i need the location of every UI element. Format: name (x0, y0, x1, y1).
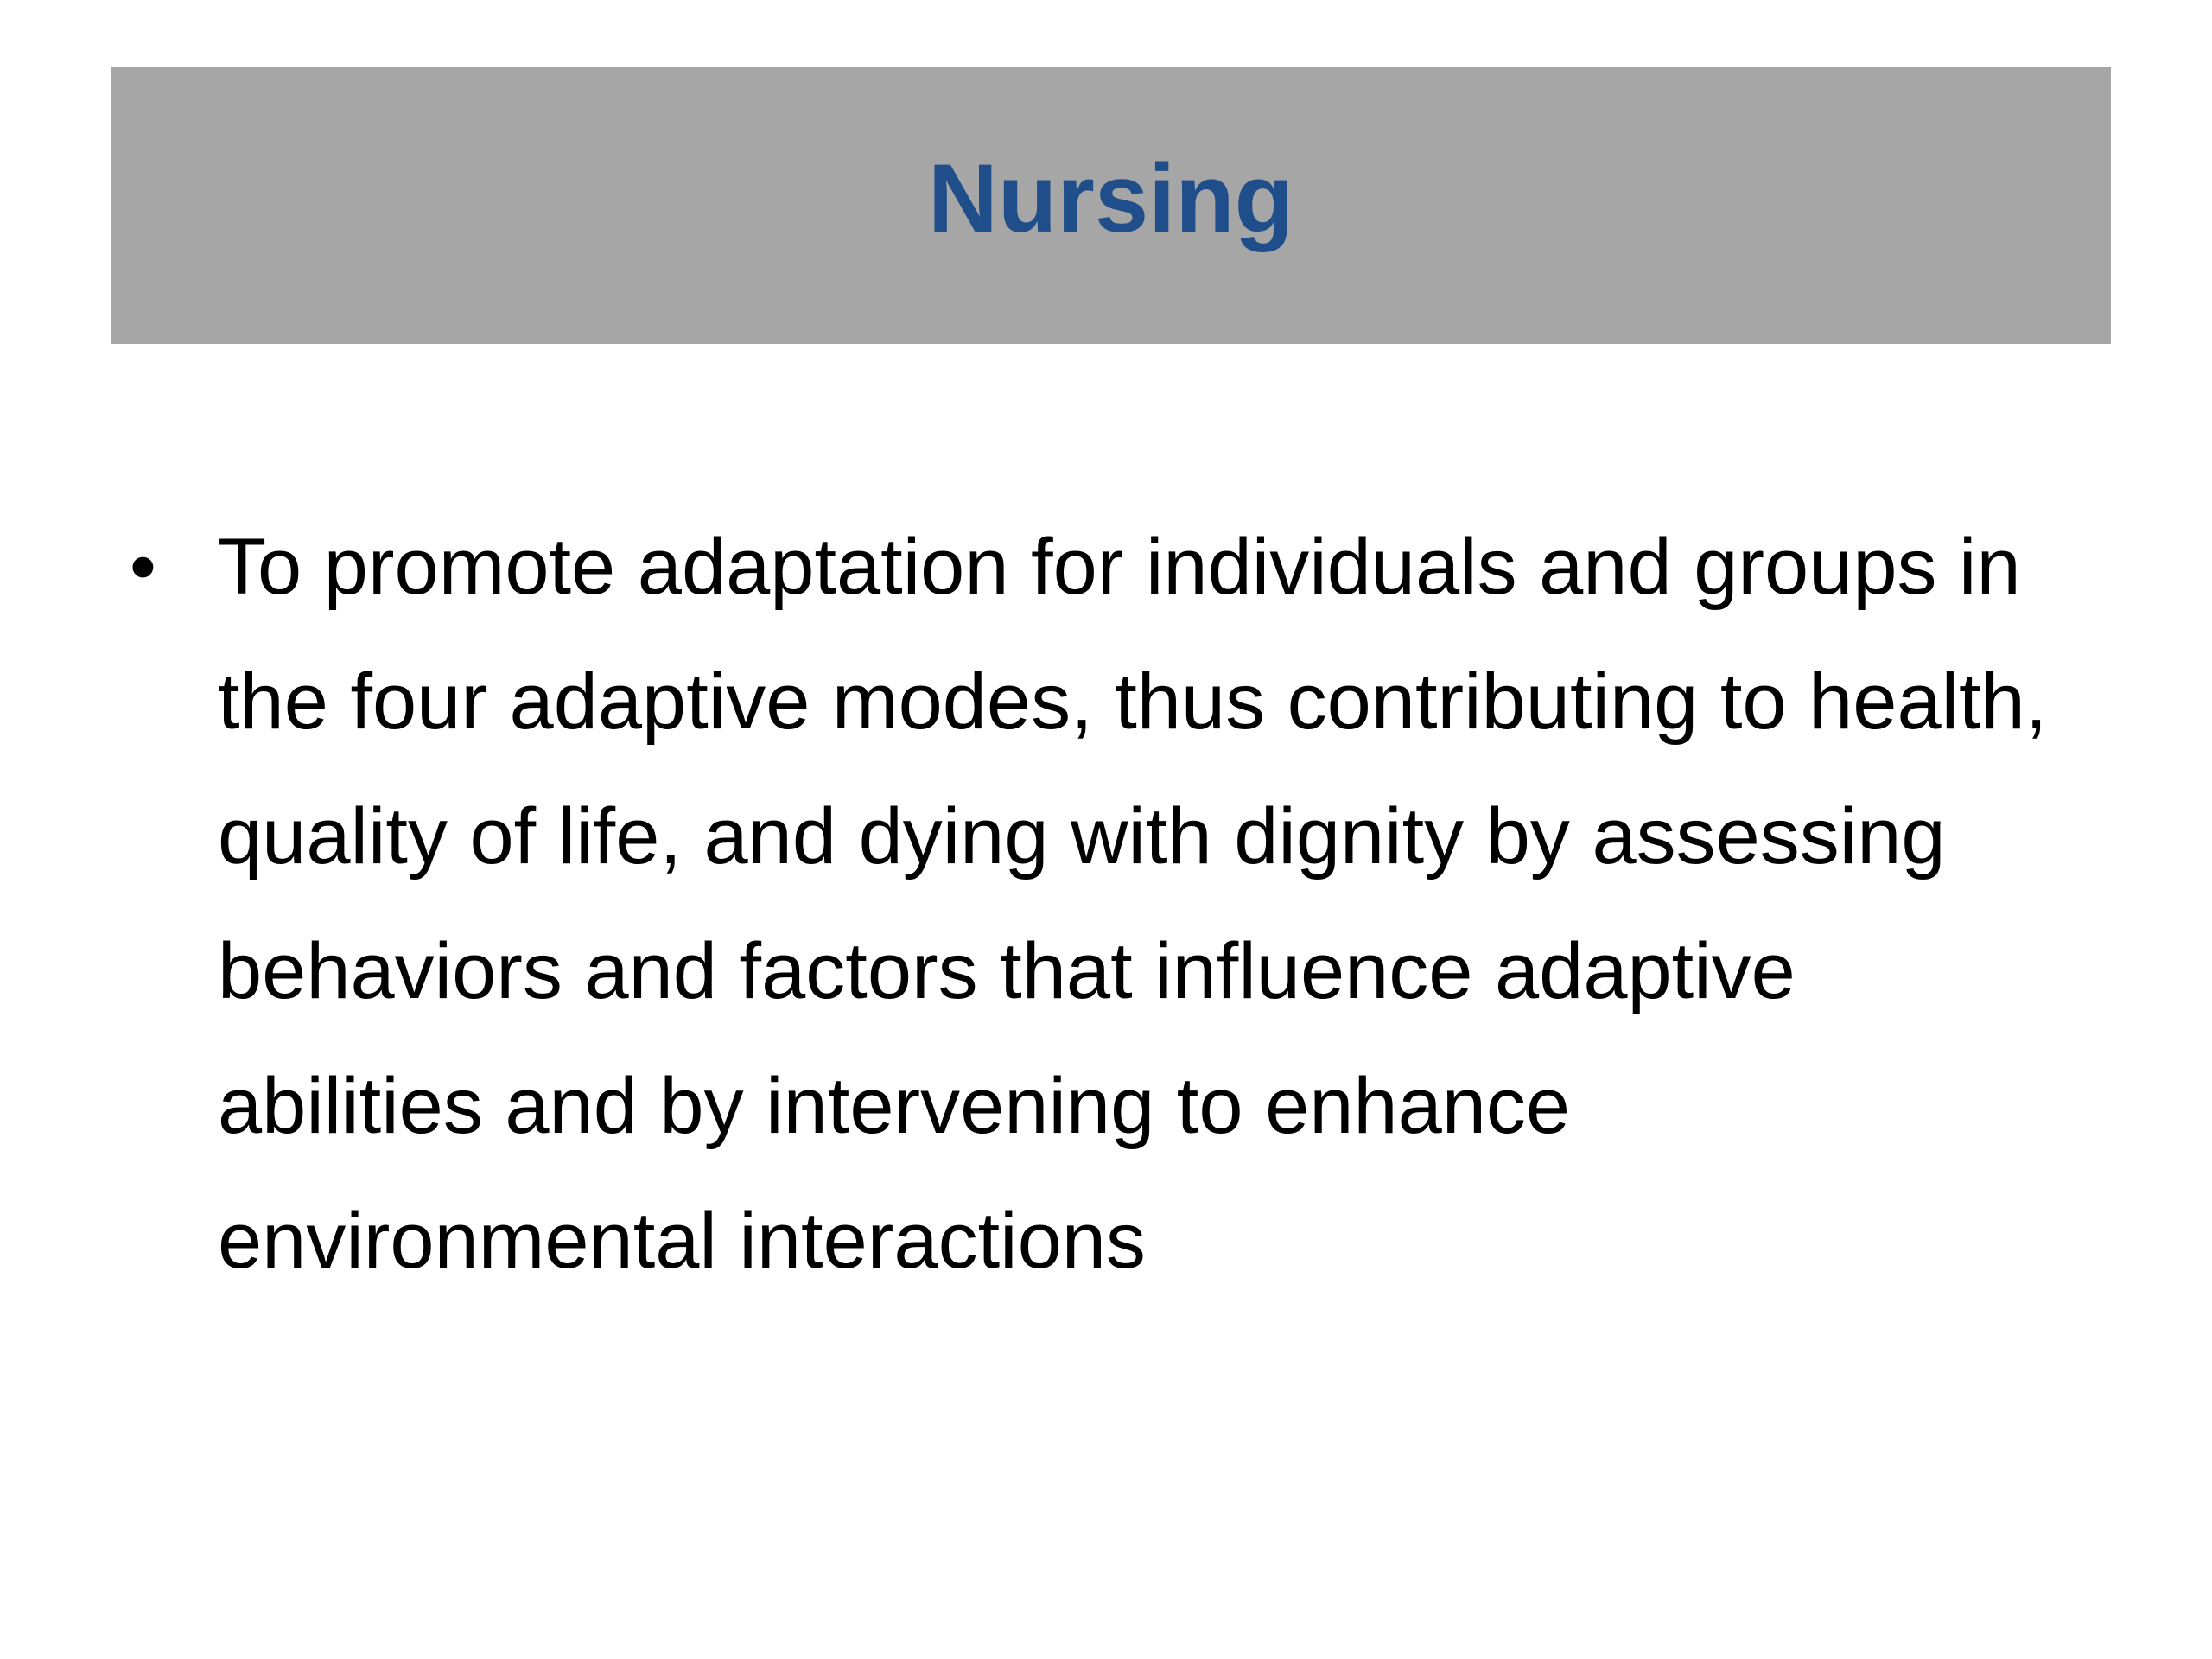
bullet-list (130, 499, 2082, 1308)
slide-title: Nursing (927, 144, 1294, 252)
bullet-text: To promote adaptation for individuals and groups in the four adaptive modes, thus contributing to health, quality of life, and dying with dignity by assessing behaviors and factors that influence adaptive abilities and by intervening to enhance environmental interactions (218, 523, 2048, 1285)
bullet-icon: • (130, 524, 156, 609)
title-bar (111, 67, 2111, 344)
bullet-item (130, 499, 2082, 1308)
